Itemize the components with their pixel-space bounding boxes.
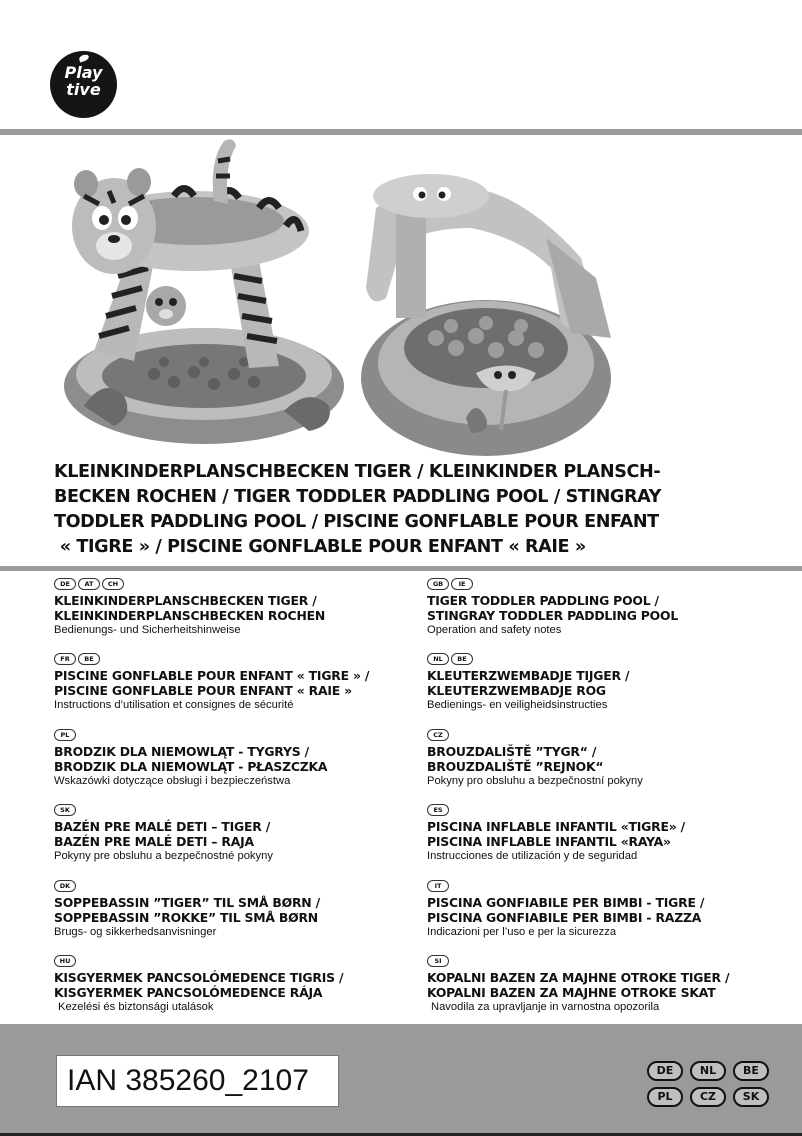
language-subtitle: Bedienungs- und Sicherheitshinweise	[54, 624, 241, 636]
flag-badge: SK	[54, 804, 76, 816]
language-block-dk	[54, 880, 424, 939]
title-line: BECKEN ROCHEN / TIGER TODDLER PADDLING POOL / STINGRAY	[54, 487, 661, 507]
language-title-2: PISCINA INFLABLE INFANTIL «RAYA»	[427, 834, 671, 849]
language-title-2: BAZÉN PRE MALÉ DETI – RAJA	[54, 834, 254, 849]
flag-badge: BE	[78, 653, 100, 665]
country-flags	[54, 880, 424, 892]
language-title-2: PISCINA GONFIABILE PER BIMBI - RAZZA	[427, 910, 702, 925]
flag-badge: NL	[427, 653, 449, 665]
language-block-pl	[54, 729, 424, 788]
ian-number: IAN 385260_2107	[67, 1064, 309, 1097]
language-title-1: PISCINE GONFLABLE POUR ENFANT « TIGRE » /	[54, 668, 370, 683]
playtive-logo	[50, 51, 117, 118]
language-title-1: BAZÉN PRE MALÉ DETI – TIGER /	[54, 819, 271, 834]
product-title	[54, 460, 774, 560]
country-flags	[54, 653, 424, 665]
language-title-1: TIGER TODDLER PADDLING POOL /	[427, 593, 659, 608]
language-title-1: KLEINKINDERPLANSCHBECKEN TIGER /	[54, 593, 317, 608]
language-block-nl	[427, 653, 797, 712]
country-flags	[54, 578, 424, 590]
language-title-1: BRODZIK DLA NIEMOWLĄT - TYGRYS /	[54, 744, 309, 759]
language-title-2: KISGYERMEK PANCSOLÓMEDENCE RÁJA	[54, 985, 323, 1000]
country-pill: CZ	[690, 1087, 726, 1107]
middle-divider	[0, 566, 802, 571]
language-block-de	[54, 578, 424, 637]
title-line: KLEINKINDERPLANSCHBECKEN TIGER / KLEINKINDER PLANSCH-	[54, 462, 661, 482]
language-title-1: KLEUTERZWEMBADJE TIJGER /	[427, 668, 630, 683]
language-title-1: BROUZDALIŠTĚ ”TYGR“ /	[427, 744, 597, 759]
language-subtitle: Pokyny pre obsluhu a bezpečnostné pokyny	[54, 850, 273, 862]
country-pill: DE	[647, 1061, 683, 1081]
language-subtitle: Instructions d’utilisation et consignes de sécurité	[54, 699, 294, 711]
language-subtitle: Navodila za upravljanje in varnostna opozorila	[431, 1001, 660, 1013]
country-flags	[427, 804, 797, 816]
flag-badge: DK	[54, 880, 76, 892]
language-title-2: PISCINE GONFLABLE POUR ENFANT « RAIE »	[54, 683, 352, 698]
top-divider	[0, 129, 802, 135]
language-block-cz	[427, 729, 797, 788]
flag-badge: GB	[427, 578, 449, 590]
language-title-1: SOPPEBASSIN ”TIGER” TIL SMÅ BØRN /	[54, 895, 320, 910]
flag-badge: SI	[427, 955, 449, 967]
language-subtitle: Indicazioni per l’uso e per la sicurezza	[427, 926, 617, 938]
country-flags	[427, 955, 797, 967]
language-subtitle: Operation and safety notes	[427, 624, 562, 636]
language-title-1: PISCINA GONFIABILE PER BIMBI - TIGRE /	[427, 895, 705, 910]
flag-badge: DE	[54, 578, 76, 590]
language-title-2: KOPALNI BAZEN ZA MAJHNE OTROKE SKAT	[427, 985, 716, 1000]
language-title-2: STINGRAY TODDLER PADDLING POOL	[427, 608, 679, 623]
language-title-2: SOPPEBASSIN ”ROKKE” TIL SMÅ BØRN	[54, 910, 318, 925]
tiger-pool-image	[54, 136, 354, 456]
stingray-pool-image	[356, 168, 616, 458]
flag-badge: AT	[78, 578, 100, 590]
flag-badge: HU	[54, 955, 76, 967]
language-block-sk	[54, 804, 424, 863]
country-flags	[54, 804, 424, 816]
logo-text-line2: tive	[66, 80, 101, 99]
language-title-2: KLEUTERZWEMBADJE ROG	[427, 683, 606, 698]
flag-badge: IE	[451, 578, 473, 590]
country-flags	[427, 578, 797, 590]
flag-badge: ES	[427, 804, 449, 816]
language-title-1: KISGYERMEK PANCSOLÓMEDENCE TIGRIS /	[54, 970, 344, 985]
logo-text-line1: Play	[64, 63, 103, 82]
country-pill: BE	[733, 1061, 769, 1081]
language-subtitle: Instrucciones de utilización y de seguridad	[427, 850, 638, 862]
flag-badge: BE	[451, 653, 473, 665]
title-line: « TIGRE » / PISCINE GONFLABLE POUR ENFANT « RAIE »	[54, 537, 586, 557]
language-block-si	[427, 955, 797, 1014]
country-pill: NL	[690, 1061, 726, 1081]
language-title-1: PISCINA INFLABLE INFANTIL «TIGRE» /	[427, 819, 685, 834]
country-pill: PL	[647, 1087, 683, 1107]
flag-badge: PL	[54, 729, 76, 741]
language-title-1: KOPALNI BAZEN ZA MAJHNE OTROKE TIGER /	[427, 970, 730, 985]
flag-badge: CH	[102, 578, 124, 590]
flag-badge: CZ	[427, 729, 449, 741]
country-flags	[427, 880, 797, 892]
language-subtitle: Kezelési és biztonsági utalások	[58, 1001, 214, 1013]
title-line: TODDLER PADDLING POOL / PISCINE GONFLABLE POUR ENFANT	[54, 512, 659, 532]
country-pill: SK	[733, 1087, 769, 1107]
ian-box	[56, 1055, 339, 1107]
language-title-2: BRODZIK DLA NIEMOWLĄT - PŁASZCZKA	[54, 759, 328, 774]
language-title-2: BROUZDALIŠTĚ ”REJNOK“	[427, 759, 604, 774]
language-block-fr	[54, 653, 424, 712]
country-flags	[54, 955, 424, 967]
language-block-es	[427, 804, 797, 863]
country-flags	[427, 729, 797, 741]
language-block-gb	[427, 578, 797, 637]
language-block-it	[427, 880, 797, 939]
language-subtitle: Pokyny pro obsluhu a bezpečnostní pokyny	[427, 775, 643, 787]
logo-leaf-icon	[78, 53, 89, 62]
language-subtitle: Wskazówki dotyczące obsługi i bezpieczeństwa	[54, 775, 291, 787]
country-flags	[54, 729, 424, 741]
language-subtitle: Bedienings- en veiligheidsinstructies	[427, 699, 608, 711]
flag-badge: FR	[54, 653, 76, 665]
language-block-hu	[54, 955, 424, 1014]
country-flags	[427, 653, 797, 665]
language-subtitle: Brugs- og sikkerhedsanvisninger	[54, 926, 217, 938]
flag-badge: IT	[427, 880, 449, 892]
language-title-2: KLEINKINDERPLANSCHBECKEN ROCHEN	[54, 608, 326, 623]
